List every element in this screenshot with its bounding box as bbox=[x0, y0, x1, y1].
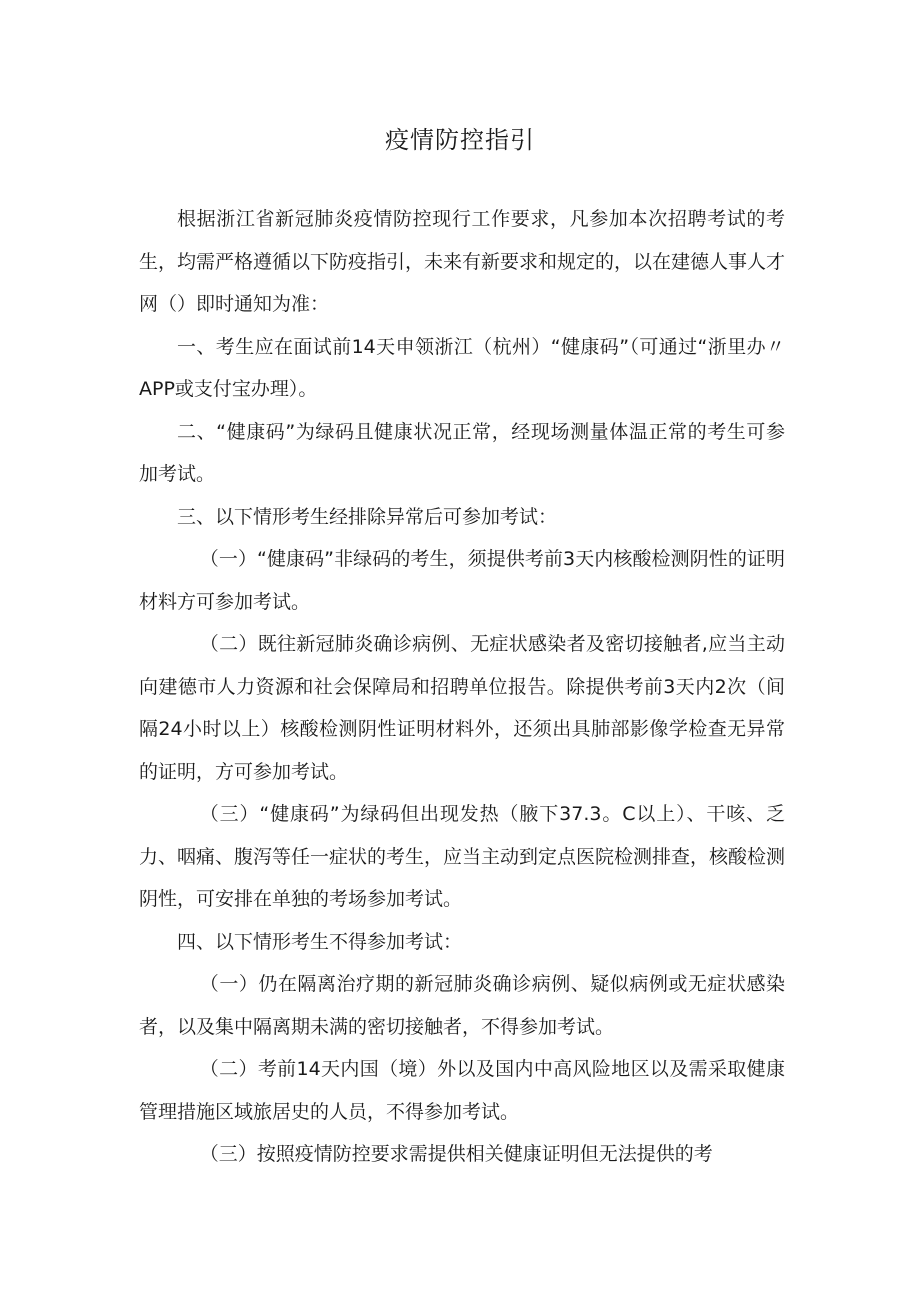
paragraph-item-3-2: （二）既往新冠肺炎确诊病例、无症状感染者及密切接触者,应当主动向建德市人力资源和社会保障局和招聘单位报告。除提供考前3天内2次（间隔24小时以上）核酸检测阴性证明材料外，还须出具肺部影像学检查无异常的证明，方可参加考试。 bbox=[139, 633, 785, 783]
document-body bbox=[139, 198, 785, 1176]
paragraph-item-4-2: （二）考前14天内国（境）外以及国内中高风险地区以及需采取健康管理措施区域旅居史的人员，不得参加考试。 bbox=[139, 1058, 785, 1123]
paragraph-item-3-3: （三）“健康码”为绿码但出现发热（腋下37.3。C以上）、干咳、乏力、咽痛、腹泻等任一症状的考生，应当主动到定点医院检测排查，核酸检测阴性，可安排在单独的考场参加考试。 bbox=[139, 803, 786, 910]
paragraph-item-4-3: （三）按照疫情防控要求需提供相关健康证明但无法提供的考 bbox=[199, 1143, 713, 1165]
paragraph-item-1: 一、考生应在面试前14天申领浙江（杭州）“健康码”（可通过“浙里办〃APP或支付宝办理）。 bbox=[139, 335, 785, 400]
paragraph-item-4: 四、以下情形考生不得参加考试： bbox=[177, 930, 463, 953]
paragraph-item-3-1: （一）“健康码”非绿码的考生，须提供考前3天内核酸检测阴性的证明材料方可参加考试。 bbox=[139, 548, 785, 613]
paragraph-intro: 根据浙江省新冠肺炎疫情防控现行工作要求，凡参加本次招聘考试的考生，均需严格遵循以下防疫指引，未来有新要求和规定的，以在建德人事人才网（）即时通知为准： bbox=[139, 208, 786, 315]
document-title: 疫情防控指引 bbox=[385, 126, 535, 154]
paragraph-item-2: 二、“健康码”为绿码且健康状况正常，经现场测量体温正常的考生可参加考试。 bbox=[139, 420, 785, 485]
paragraph-item-4-1: （一）仍在隔离治疗期的新冠肺炎确诊病例、疑似病例或无症状感染者，以及集中隔离期未满的密切接触者，不得参加考试。 bbox=[139, 973, 785, 1038]
paragraph-item-3: 三、以下情形考生经排除异常后可参加考试： bbox=[177, 505, 558, 528]
